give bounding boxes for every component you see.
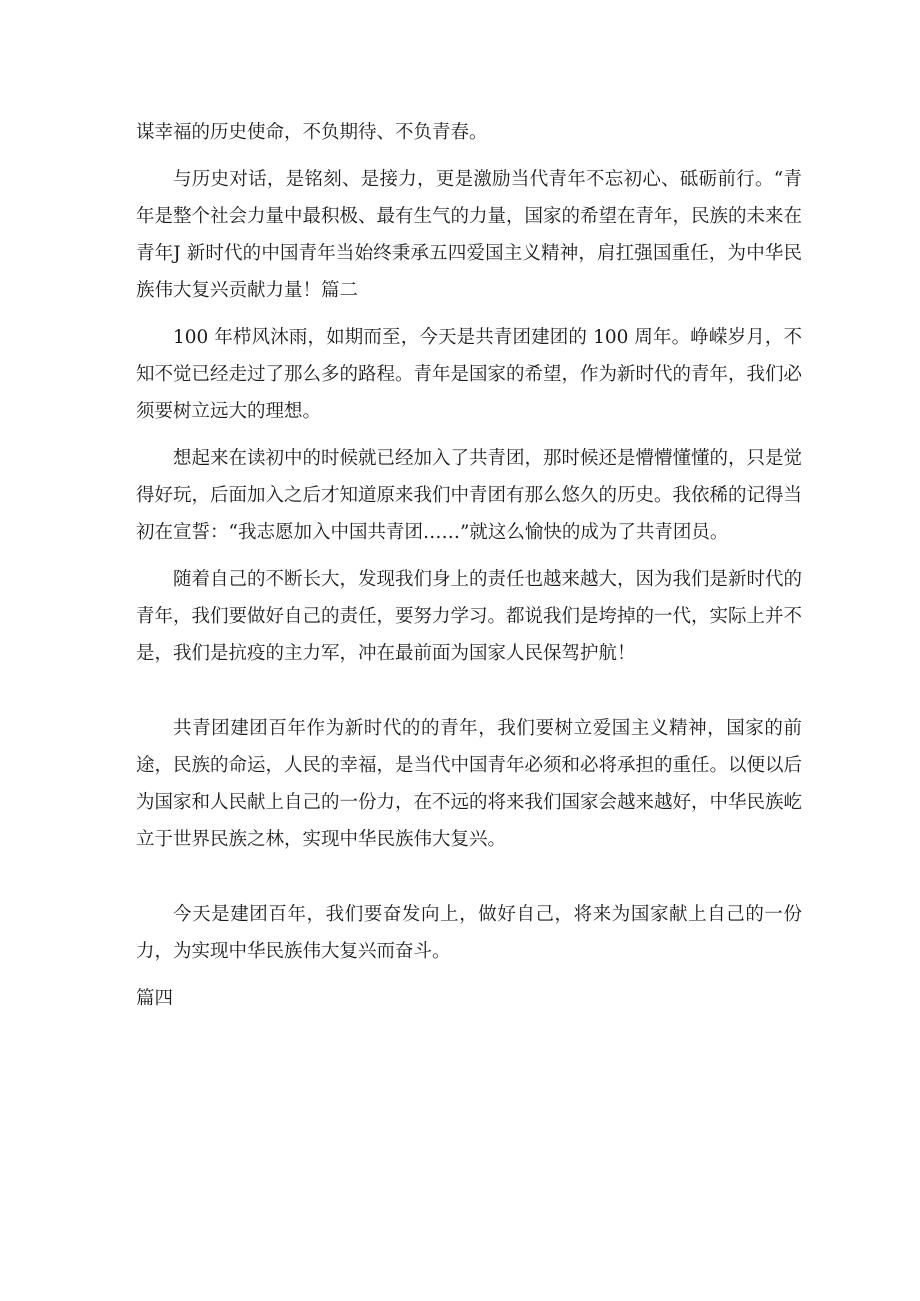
paragraph-5: 随着自己的不断长大，发现我们身上的责任也越来越大，因为我们是新时代的青年，我们要做好自己的责任，要努力学习。都说我们是垮掉的一代，实际上并不是，我们是抗疫的主力军，冲在最前面为国家人民保驾护航！ — [136, 569, 803, 664]
paragraph-4: 想起来在读初中的时候就已经加入了共青团，那时候还是懵懵懂懂的，只是觉得好玩，后面加入之后才知道原来我们中青团有那么悠久的历史。我依稀的记得当初在宣誓：“我志愿加入中国共青团……”就这么愉快的成为了共青团员。 — [136, 448, 803, 543]
section-heading-pian-si: 篇四 — [136, 988, 174, 1009]
paragraph-6: 共青团建团百年作为新时代的的青年，我们要树立爱国主义精神，国家的前途，民族的命运，人民的幸福，是当代中国青年必须和必将承担的重任。以便以后为国家和人民献上自己的一份力，在不远的将来我们国家会越来越好，中华民族屹立于世界民族之林，实现中华民族伟大复兴。 — [136, 718, 803, 850]
paragraph-7: 今天是建团百年，我们要奋发向上，做好自己，将来为国家献上自己的一份力，为实现中华民族伟大复兴而奋斗。 — [136, 904, 802, 962]
paragraph-3: 100 年栉风沐雨，如期而至，今天是共青团建团的 100 周年。峥嵘岁月，不知不觉已经走过了那么多的路程。青年是国家的希望，作为新时代的青年，我们必须要树立远大的理想。 — [136, 327, 803, 422]
document-body — [136, 114, 802, 1017]
paragraph-1: 谋幸福的历史使命，不负期待、不负青春。 — [136, 122, 488, 143]
paragraph-2: 与历史对话，是铭刻、是接力，更是激励当代青年不忘初心、砥砺前行。“青年是整个社会力量中最积极、最有生气的力量，国家的希望在青年，民族的未来在青年J 新时代的中国青年当始终秉承五四爱国主义精神，肩扛强国重任，为中华民族伟大复兴贡献力量！篇二 — [136, 169, 803, 301]
